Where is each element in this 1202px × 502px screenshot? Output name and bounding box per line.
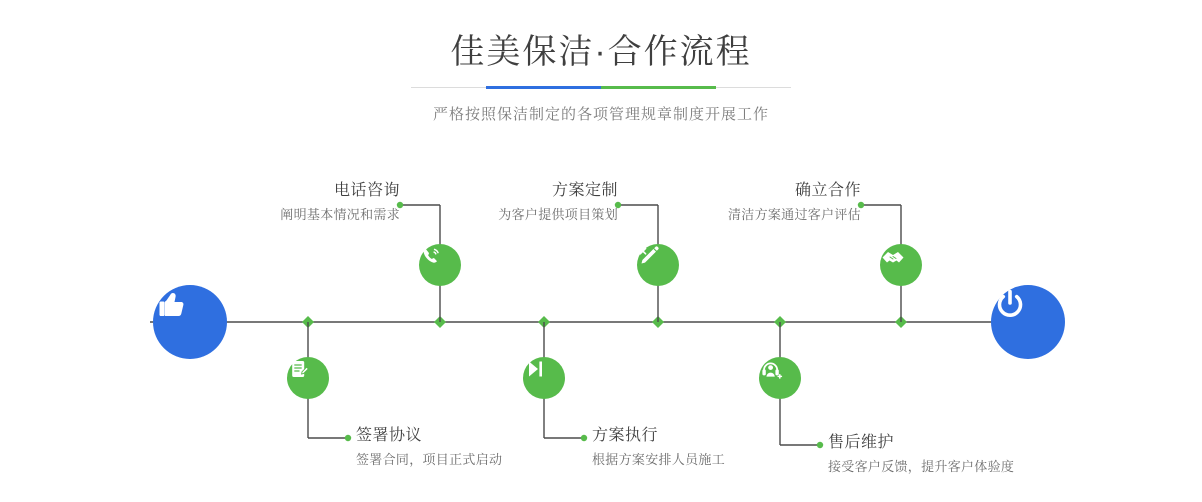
divider-blue-segment — [486, 86, 601, 89]
step-title-2: 签署协议 — [356, 427, 423, 444]
flow-end-node[interactable] — [991, 285, 1065, 359]
step-title-5: 确立合作 — [794, 182, 861, 199]
step-label-2 — [356, 425, 502, 470]
step-desc-3: 为客户提供项目策划 — [498, 207, 618, 222]
step-node-6[interactable] — [759, 357, 801, 399]
step-title-6: 售后维护 — [828, 434, 895, 451]
step-desc-1: 阐明基本情况和需求 — [280, 207, 400, 222]
step-label-5 — [700, 180, 861, 225]
step-node-3[interactable] — [637, 244, 679, 286]
step-node-4[interactable] — [523, 357, 565, 399]
step-title-3: 方案定制 — [551, 182, 618, 199]
step-label-4 — [592, 425, 725, 470]
step-title-1: 电话咨询 — [333, 182, 400, 199]
step-desc-2: 签署合同，项目正式启动 — [356, 452, 503, 467]
step-label-6 — [828, 432, 1014, 477]
page-title: 佳美保洁·合作流程 — [450, 33, 752, 71]
step-desc-4: 根据方案安排人员施工 — [592, 452, 726, 467]
title-divider — [411, 86, 791, 89]
page-subtitle: 严格按照保洁制定的各项管理规章制度开展工作 — [432, 106, 769, 123]
flow-start-node[interactable] — [153, 285, 227, 359]
process-flow — [0, 150, 1202, 502]
step-title-4: 方案执行 — [592, 427, 659, 444]
step-node-2[interactable] — [287, 357, 329, 399]
step-label-1 — [252, 180, 400, 225]
step-node-1[interactable] — [419, 244, 461, 286]
step-desc-5: 清洁方案通过客户评估 — [727, 207, 861, 222]
step-node-5[interactable] — [880, 244, 922, 286]
header — [0, 30, 1202, 124]
step-desc-6: 接受客户反馈，提升客户体验度 — [828, 459, 1015, 474]
divider-green-segment — [601, 86, 716, 89]
step-label-3 — [458, 180, 618, 225]
